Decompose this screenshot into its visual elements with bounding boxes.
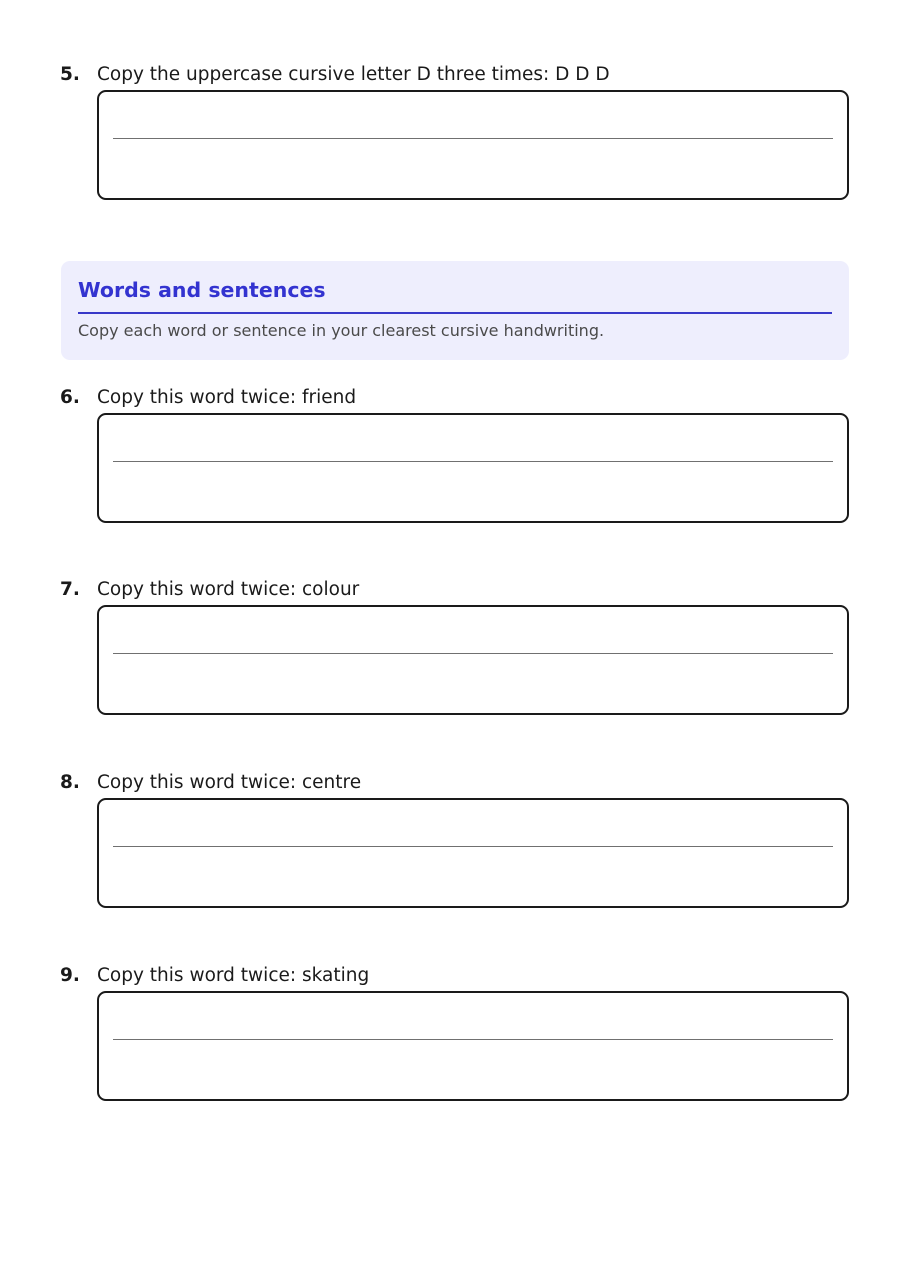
section-header-panel: [61, 261, 849, 360]
question-prompt: [60, 385, 356, 409]
question-prompt: [60, 62, 610, 86]
writing-guide-line: [113, 1039, 833, 1040]
question-text: Copy this word twice: friend: [97, 386, 357, 408]
question-text: Copy this word twice: centre: [97, 771, 362, 793]
answer-box[interactable]: [97, 605, 849, 715]
section-divider: [78, 312, 832, 314]
question-number: 5.: [60, 63, 80, 85]
writing-guide-line: [113, 653, 833, 654]
question-number: 9.: [60, 964, 80, 986]
answer-box[interactable]: [97, 991, 849, 1101]
question-number: 8.: [60, 771, 80, 793]
answer-box[interactable]: [97, 798, 849, 908]
question-text: Copy the uppercase cursive letter D three times: D D D: [97, 63, 610, 85]
question-prompt: [60, 963, 369, 987]
question-number: 7.: [60, 578, 80, 600]
question-text: Copy this word twice: skating: [97, 964, 370, 986]
question-number: 6.: [60, 386, 80, 408]
section-title: Words and sentences: [78, 278, 326, 302]
writing-guide-line: [113, 846, 833, 847]
question-text: Copy this word twice: colour: [97, 578, 360, 600]
writing-guide-line: [113, 138, 833, 139]
question-prompt: [60, 770, 361, 794]
answer-box[interactable]: [97, 413, 849, 523]
section-description: Copy each word or sentence in your clearest cursive handwriting.: [78, 321, 605, 340]
writing-guide-line: [113, 461, 833, 462]
answer-box[interactable]: [97, 90, 849, 200]
question-prompt: [60, 577, 359, 601]
